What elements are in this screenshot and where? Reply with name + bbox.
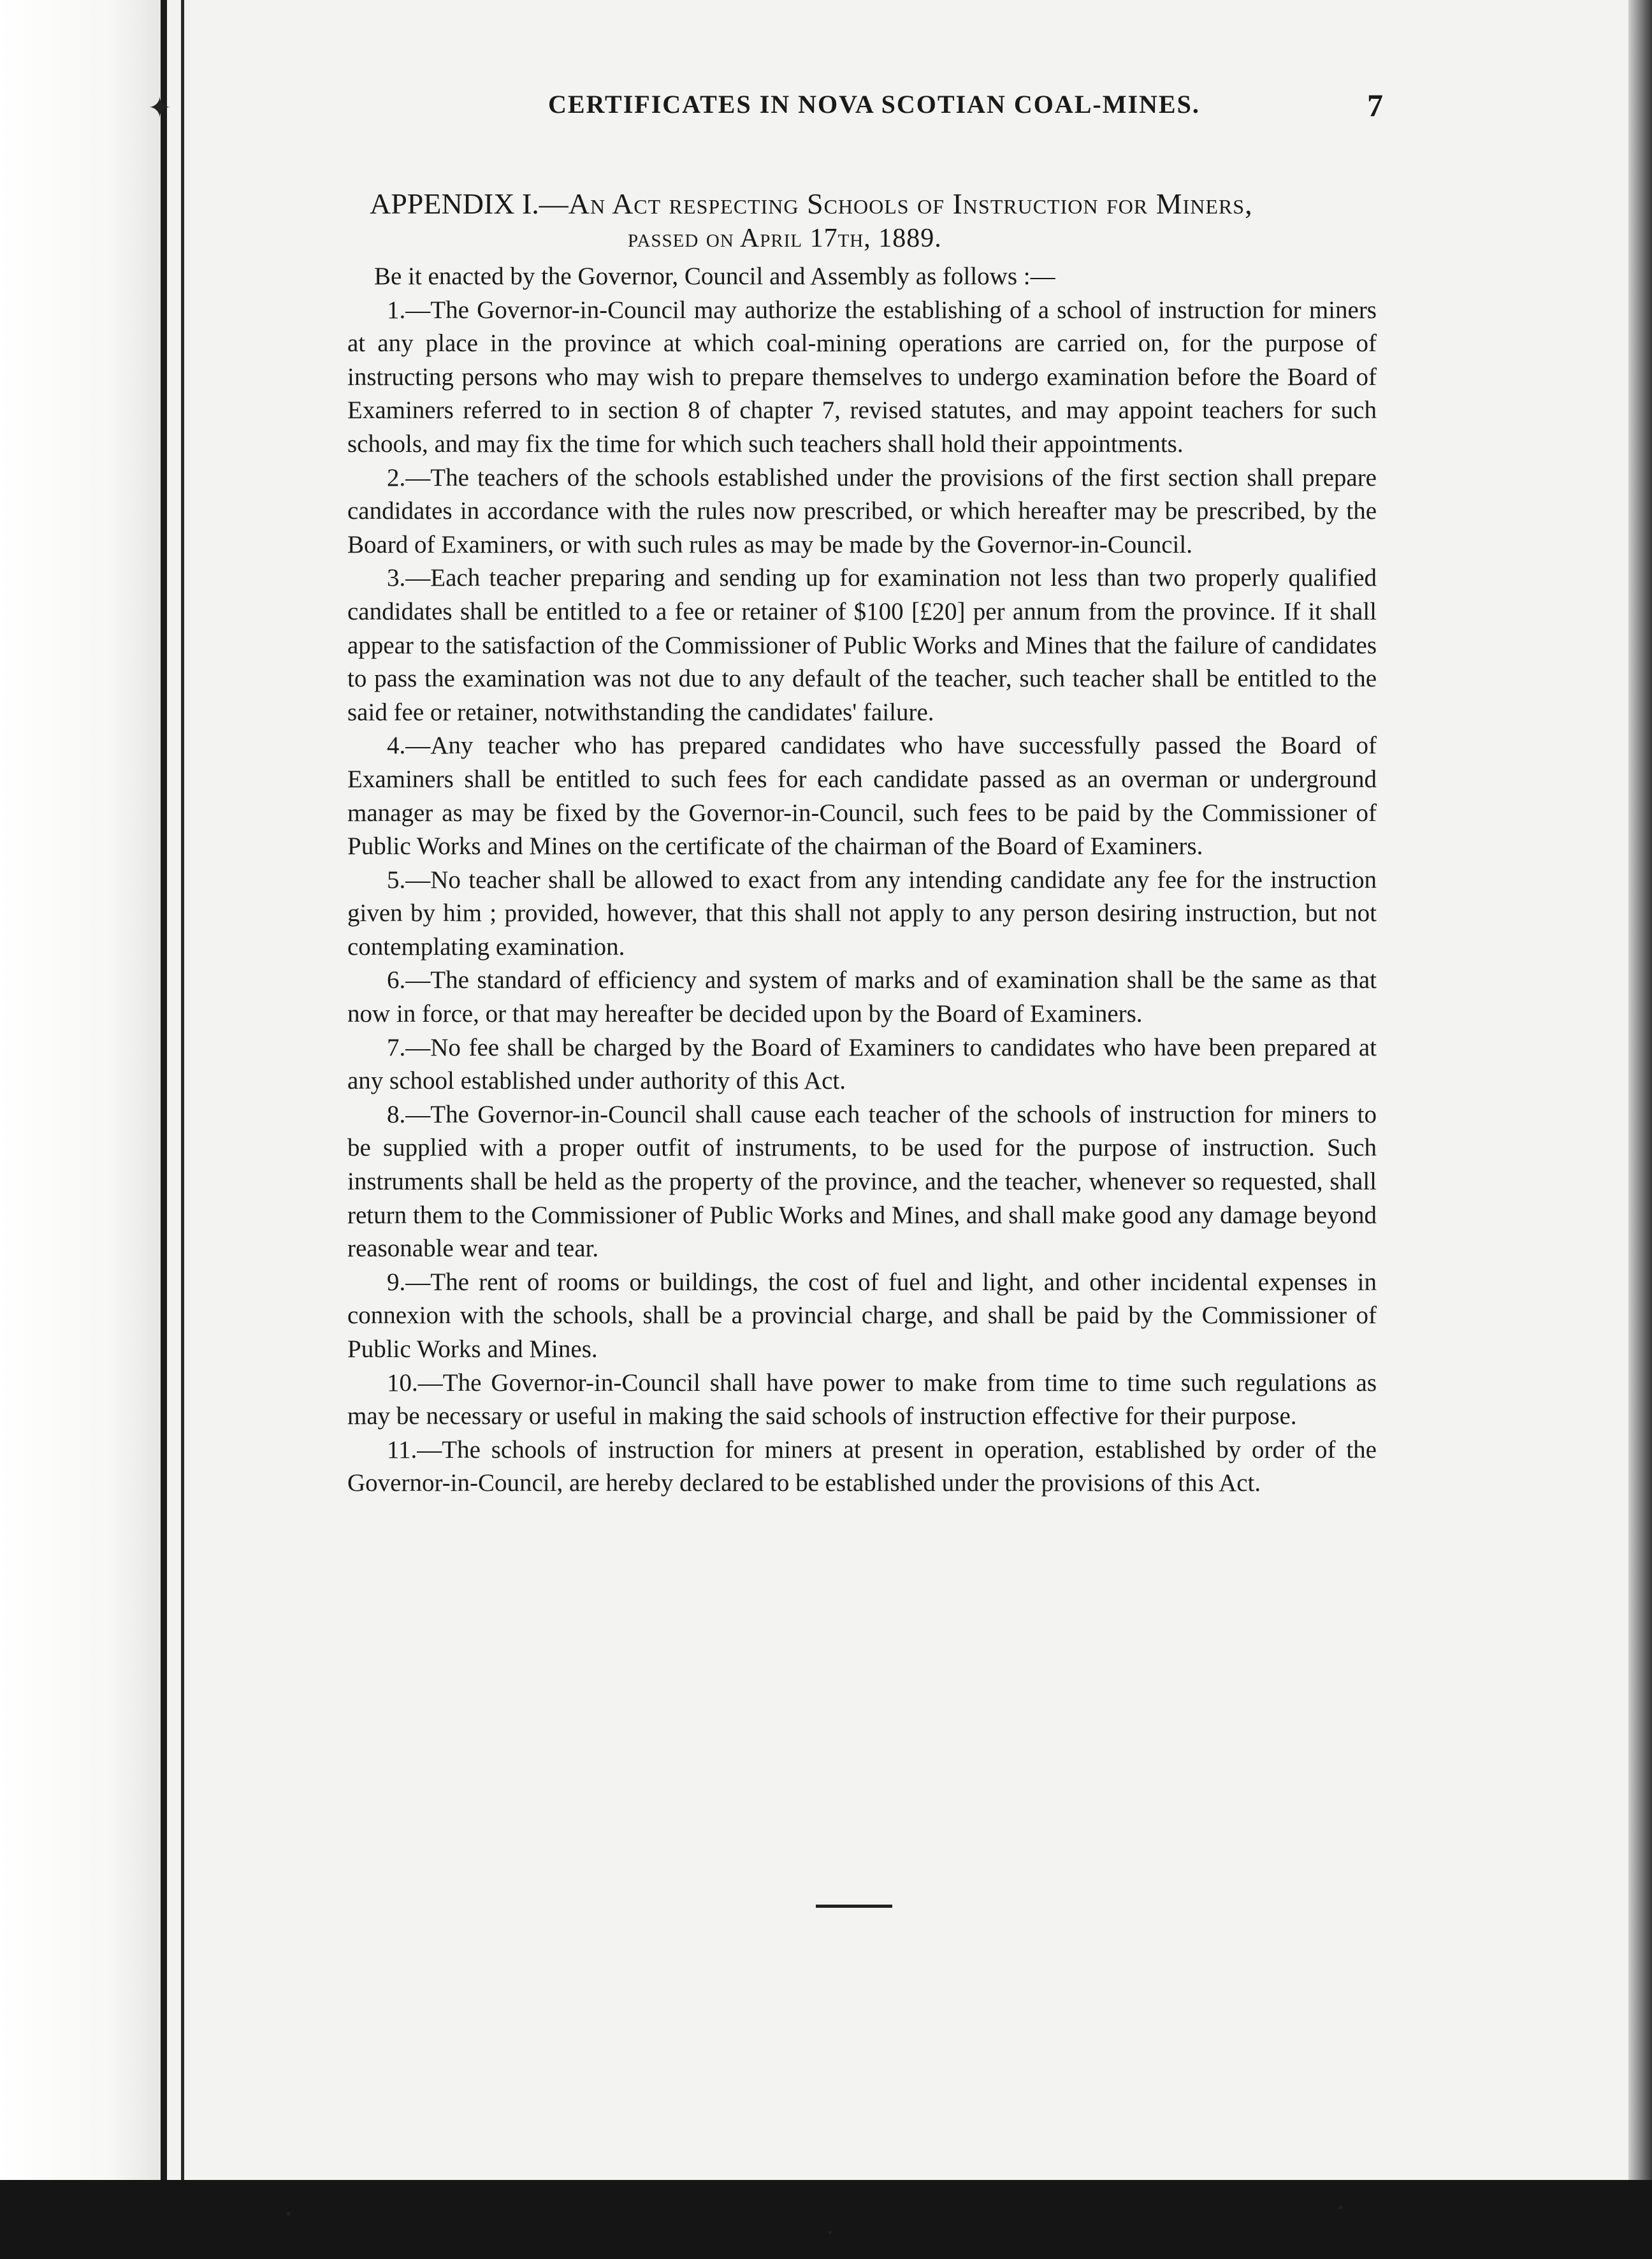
- running-header-title: CERTIFICATES IN NOVA SCOTIAN COAL-MINES.: [548, 90, 1200, 119]
- scan-bottom-border: [0, 2180, 1652, 2259]
- scan-speck: [287, 2212, 291, 2216]
- section-1: 1.—The Governor-in-Council may authorize the establishing of a school of instruction for miners at any place in the province at which coal-mining operations are carried on, for the purpose of instructing persons who may wish to prepare themselves to undergo examination before the Board of Examiners referred to in section 8 of chapter 7, revised statutes, and may appoint teachers for such schools, and may fix the time for which such teachers shall hold their appointments.: [347, 296, 1377, 458]
- margin-ink-mark: ✦: [148, 92, 171, 124]
- section-8: 8.—The Governor-in-Council shall cause each teacher of the schools of instruction for miners to be supplied with a proper outfit of instruments, to be used for the purpose of instruction. Such instruments shall be held as the property of the province, and the teacher, whenever so requested, shall return them to the Commissioner of Public Works and Mines, and shall make good any damage beyond reasonable wear and tear.: [347, 1100, 1377, 1263]
- binding-edge-line: [161, 0, 167, 2180]
- section-10: 10.—The Governor-in-Council shall have power to make from time to time such regulations as may be necessary or useful in making the said schools of instruction effective for their purpose.: [347, 1369, 1377, 1430]
- section-3: 3.—Each teacher preparing and sending up for examination not less than two properly qualified candidates shall be entitled to a fee or retainer of $100 [£20] per annum from the province. If it shall appear to the satisfaction of the Commissioner of Public Works and Mines that the failure of candidates to pass the examination was not due to any default of the teacher, such teacher shall be entitled to the said fee or retainer, notwithstanding the candidates' failure.: [347, 564, 1377, 726]
- act-body: [347, 260, 1377, 1500]
- left-margin: [0, 0, 161, 2180]
- appendix-passed-date: passed on April 17th, 1889.: [628, 224, 942, 253]
- appendix-heading: [370, 187, 1402, 221]
- closing-rule: [816, 1905, 892, 1908]
- scan-speck: [829, 2231, 832, 2234]
- page-number: 7: [1367, 87, 1383, 123]
- appendix-label: APPENDIX I.—: [370, 187, 569, 220]
- section-11: 11.—The schools of instruction for miners at present in operation, established by order of the Governor-in-Council, are hereby declared to be established under the provisions of this Act.: [347, 1435, 1377, 1497]
- binding-edge-line-secondary: [181, 0, 184, 2180]
- section-6: 6.—The standard of efficiency and system of marks and of examination shall be the same as that now in force, or that may hereafter be decided upon by the Board of Examiners.: [347, 966, 1377, 1028]
- right-page-edge: [1628, 0, 1652, 2180]
- section-2: 2.—The teachers of the schools established under the provisions of the first section shall prepare candidates in accordance with the rules now prescribed, or which hereafter may be prescribed, by the Board of Examiners, or with such rules as may be made by the Governor-in-Council.: [347, 463, 1377, 558]
- section-7: 7.—No fee shall be charged by the Board of Examiners to candidates who have been prepared at any school established under authority of this Act.: [347, 1033, 1377, 1095]
- section-9: 9.—The rent of rooms or buildings, the cost of fuel and light, and other incidental expenses in connexion with the schools, shall be a provincial charge, and shall be paid by the Commissioner of Public Works and Mines.: [347, 1268, 1377, 1363]
- scan-speck: [1338, 2205, 1342, 2209]
- enactment-clause: Be it enacted by the Governor, Council and Assembly as follows :—: [374, 263, 1055, 290]
- section-5: 5.—No teacher shall be allowed to exact from any intending candidate any fee for the instruction given by him ; provided, however, that this shall not apply to any person desiring instruction, but not contemplating examination.: [347, 866, 1377, 961]
- appendix-act-title: An Act respecting Schools of Instruction for Miners,: [568, 187, 1253, 220]
- section-4: 4.—Any teacher who has prepared candidates who have successfully passed the Board of Examiners shall be entitled to such fees for each candidate passed as an overman or underground manager as may be fixed by the Governor-in-Council, such fees to be paid by the Commissioner of Public Works and Mines on the certificate of the chairman of the Board of Examiners.: [347, 732, 1377, 861]
